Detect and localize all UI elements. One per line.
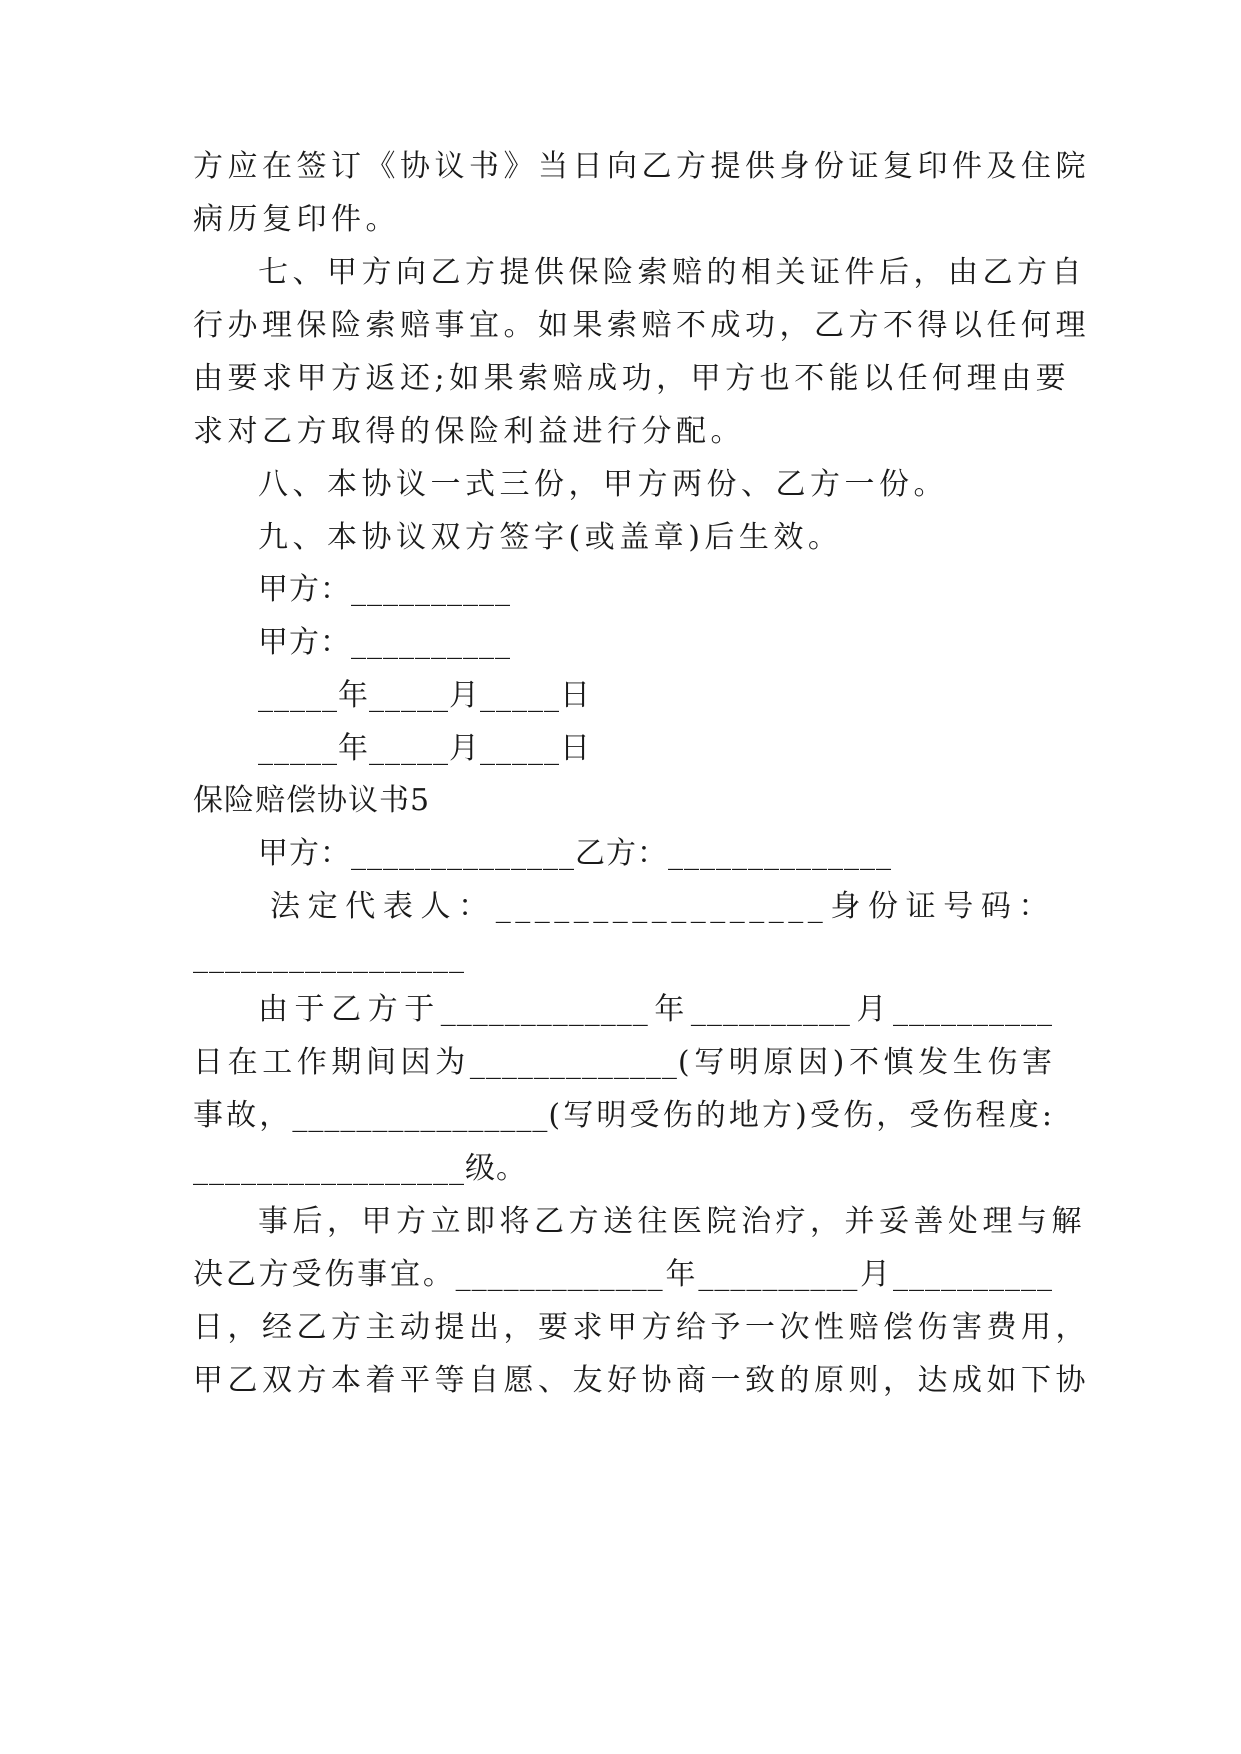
paragraph-line: 日在工作期间因为_____________(写明原因)不慎发生伤害: [193, 1045, 1053, 1080]
section-title: 保险赔偿协议书5: [193, 783, 431, 818]
paragraph-line: 事故，________________(写明受伤的地方)受伤，受伤程度:: [193, 1098, 1053, 1133]
paragraph-line: 求对乙方取得的保险利益进行分配。: [193, 414, 745, 449]
paragraph-line: 由于乙方于_____________年__________月__________: [258, 992, 1053, 1027]
paragraph-line: 甲乙双方本着平等自愿、友好协商一致的原则，达成如下协: [193, 1363, 1090, 1398]
paragraph-line: 方应在签订《协议书》当日向乙方提供身份证复印件及住院: [193, 149, 1090, 184]
clause-nine: 九、本协议双方签字(或盖章)后生效。: [258, 520, 843, 555]
paragraph-line: 病历复印件。: [193, 202, 400, 237]
signature-date-2: _____年_____月_____日: [258, 731, 591, 766]
paragraph-line: 由要求甲方返还;如果索赔成功，甲方也不能以任何理由要: [193, 361, 1071, 396]
signature-date: _____年_____月_____日: [258, 678, 591, 713]
clause-eight: 八、本协议一式三份，甲方两份、乙方一份。: [258, 467, 948, 502]
parties-line: 甲方：______________乙方：______________: [258, 836, 892, 871]
paragraph-line: 决乙方受伤事宜。_____________年__________月__________: [193, 1257, 1053, 1292]
paragraph-line: 事后，甲方立即将乙方送往医院治疗，并妥善处理与解: [258, 1204, 1086, 1239]
signature-party-a: 甲方：__________: [258, 572, 511, 607]
paragraph-line: 日，经乙方主动提出，要求甲方给予一次性赔偿伤害费用，: [193, 1310, 1090, 1345]
legal-rep-line: 法定代表人：_________________身份证号码：: [270, 889, 1053, 924]
id-number-blank: _________________: [193, 939, 465, 974]
signature-party-a-2: 甲方：__________: [258, 625, 511, 660]
paragraph-line: _________________级。: [193, 1151, 527, 1186]
paragraph-line: 行办理保险索赔事宜。如果索赔不成功，乙方不得以任何理: [193, 308, 1090, 343]
clause-seven: 七、甲方向乙方提供保险索赔的相关证件后，由乙方自: [258, 255, 1086, 290]
